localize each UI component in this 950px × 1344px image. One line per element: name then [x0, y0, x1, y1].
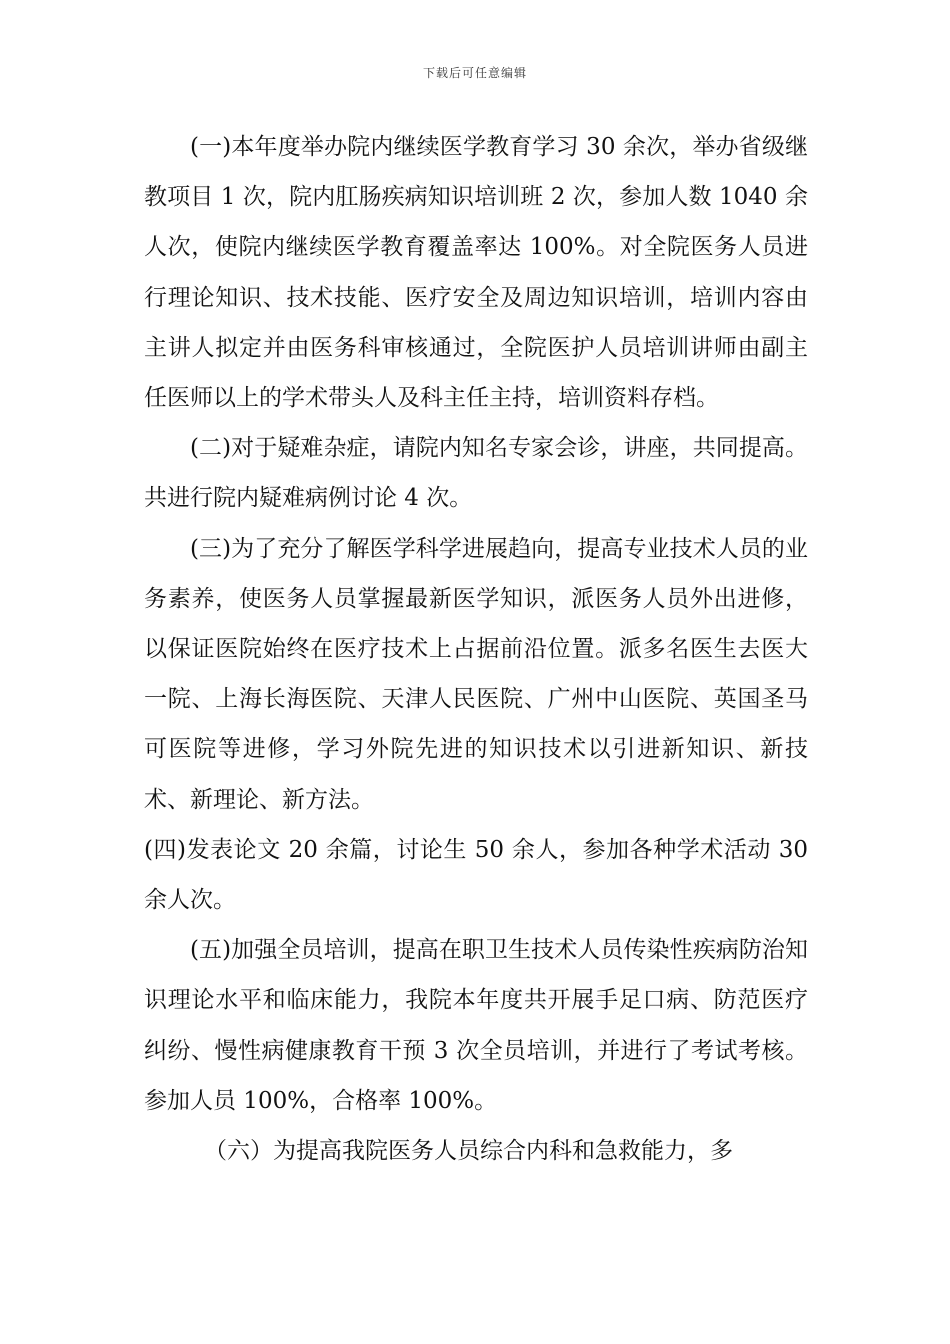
paragraph-6: （六）为提高我院医务人员综合内科和急救能力，多 [204, 1138, 733, 1165]
document-body [144, 122, 808, 1176]
paragraph-4: (四)发表论文 20 余篇，讨论生 50 余人，参加各种学术活动 30 余人次。 [144, 836, 808, 914]
paragraph-1: (一)本年度举办院内继续医学教育学习 30 余次，举办省级继教项目 1 次，院内肛肠疾病知识培训班 2 次，参加人数 1040 余人次，使院内继续医学教育覆盖率达 100%。对全院医务人员进行理论知识、技术技能、医疗安全及周边知识培训，培训内容由主讲人拟定并由医务科审核通过，全院医护人员培训讲师由副主任医师以上的学术带头人及科主任主持，培训资料存档。 [144, 134, 808, 412]
paragraph-3: (三)为了充分了解医学科学进展趋向，提高专业技术人员的业务素养，使医务人员掌握最新医学知识，派医务人员外出进修，以保证医院始终在医疗技术上占据前沿位置。派多名医生去医大一院、上海长海医院、天津人民医院、广州中山医院、英国圣马可医院等进修，学习外院先进的知识技术以引进新知识、新技术、新理论、新方法。 [144, 535, 808, 813]
paragraph-2: (二)对于疑难杂症，请院内知名专家会诊，讲座，共同提高。共进行院内疑难病例讨论 4 次。 [144, 435, 808, 512]
paragraph-5: (五)加强全员培训，提高在职卫生技术人员传染性疾病防治知识理论水平和临床能力，我院本年度共开展手足口病、防范医疗纠纷、慢性病健康教育干预 3 次全员培训，并进行了考试考核。参加人员 100%，合格率 100%。 [144, 937, 808, 1114]
page-header: 下载后可任意编辑 [422, 66, 527, 80]
